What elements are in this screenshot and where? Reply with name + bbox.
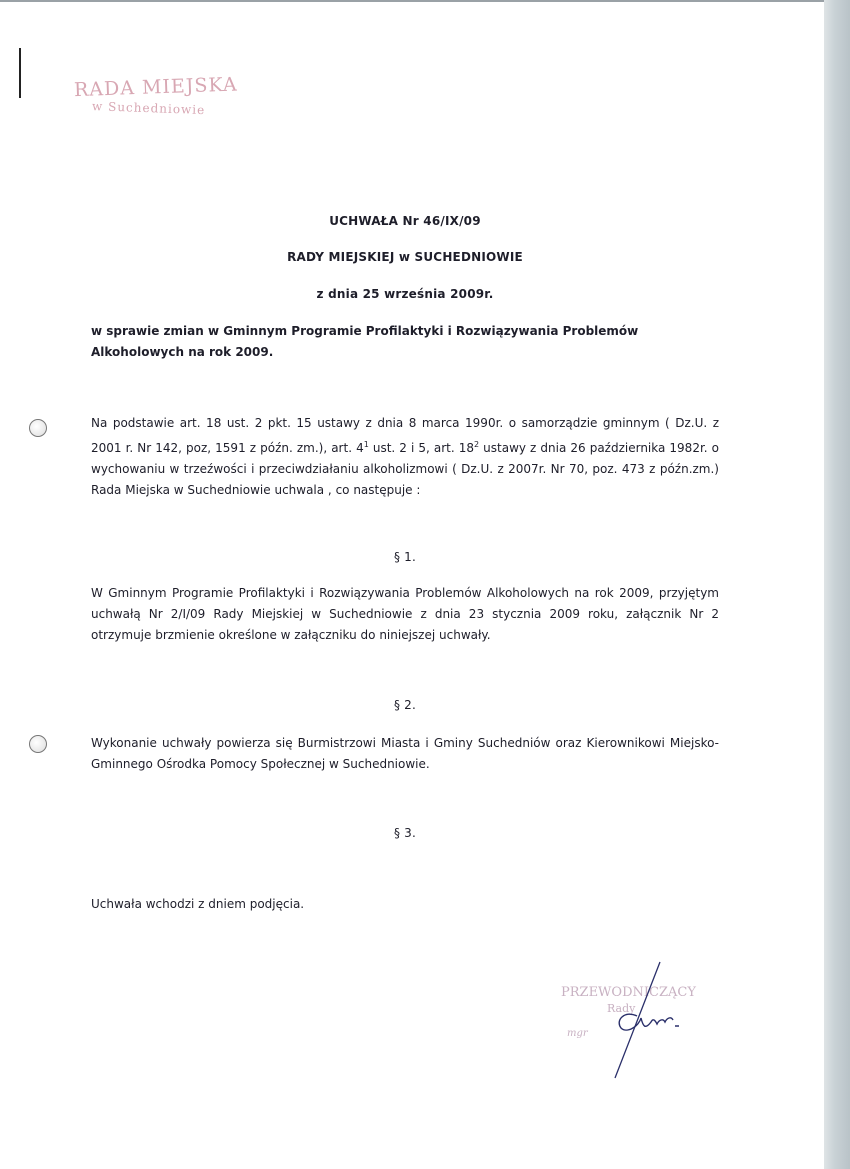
signature-block — [555, 960, 725, 1080]
preamble-sup-2: 2 — [474, 440, 480, 449]
section-1-heading: § 1. — [393, 550, 417, 564]
resolution-title: UCHWAŁA Nr 46/IX/09 — [329, 214, 481, 228]
section-3-text: Uchwała wchodzi z dniem podjęcia. — [91, 897, 305, 911]
council-stamp — [73, 73, 254, 118]
preamble-part-3: ustawy z dnia 26 października 1982r. o wychowaniu w trzeźwości i przeciwdziałaniu alkoholizmowi ( Dz.U. z 2007r. Nr 70, poz. 473 z późn.zm.) Rada Miejska w Suchedniowie uchwala , co następuje : — [91, 441, 719, 497]
scan-edge-right — [824, 0, 850, 1169]
stamp-line-2: w Suchedniowie — [91, 99, 206, 118]
punch-hole-icon — [29, 735, 47, 753]
signature-stamp-line-3: mgr — [567, 1028, 588, 1039]
handwritten-signature-icon — [555, 960, 725, 1080]
resolution-date: z dnia 25 września 2009r. — [316, 287, 494, 301]
resolution-subject: w sprawie zmian w Gminnym Programie Profilaktyki i Rozwiązywania Problemów Alkoholowych na rok 2009. — [91, 324, 639, 359]
section-2-heading: § 2. — [393, 698, 417, 712]
stamp-line-1: RADA MIEJSKA — [73, 73, 238, 102]
preamble-part-2: ust. 2 i 5, art. 18 — [368, 441, 475, 455]
margin-mark — [19, 48, 21, 98]
section-2-text: Wykonanie uchwały powierza się Burmistrzowi Miasta i Gminy Suchedniów oraz Kierownikowi Miejsko-Gminnego Ośrodka Pomocy Społecznej w Suchedniowie. — [91, 736, 719, 771]
preamble-part-1: Na podstawie art. 18 ust. 2 pkt. 15 ustawy z dnia 8 marca 1990r. o samorządzie gminnym ( Dz.U. z 2001 r. Nr 142, poz, 1591 z późn. zm.), art. 4 — [91, 416, 719, 455]
preamble-sup-1: 1 — [363, 440, 369, 449]
section-3-heading: § 3. — [393, 826, 417, 840]
punch-hole-icon — [29, 419, 47, 437]
resolution-council: RADY MIEJSKIEJ w SUCHEDNIOWIE — [287, 250, 523, 264]
signature-stamp-line-2: Rady — [607, 1002, 636, 1015]
section-1-text: W Gminnym Programie Profilaktyki i Rozwiązywania Problemów Alkoholowych na rok 2009, przyjętym uchwałą Nr 2/I/09 Rady Miejskiej w Suchedniowie z dnia 23 stycznia 2009 roku, załącznik Nr 2 otrzymuje brzmienie określone w załączniku do niniejszej uchwały. — [91, 586, 719, 642]
signature-stamp-line-1: PRZEWODNICZĄCY — [561, 985, 696, 1000]
scan-edge-top — [0, 0, 824, 2]
preamble-paragraph — [91, 413, 719, 501]
